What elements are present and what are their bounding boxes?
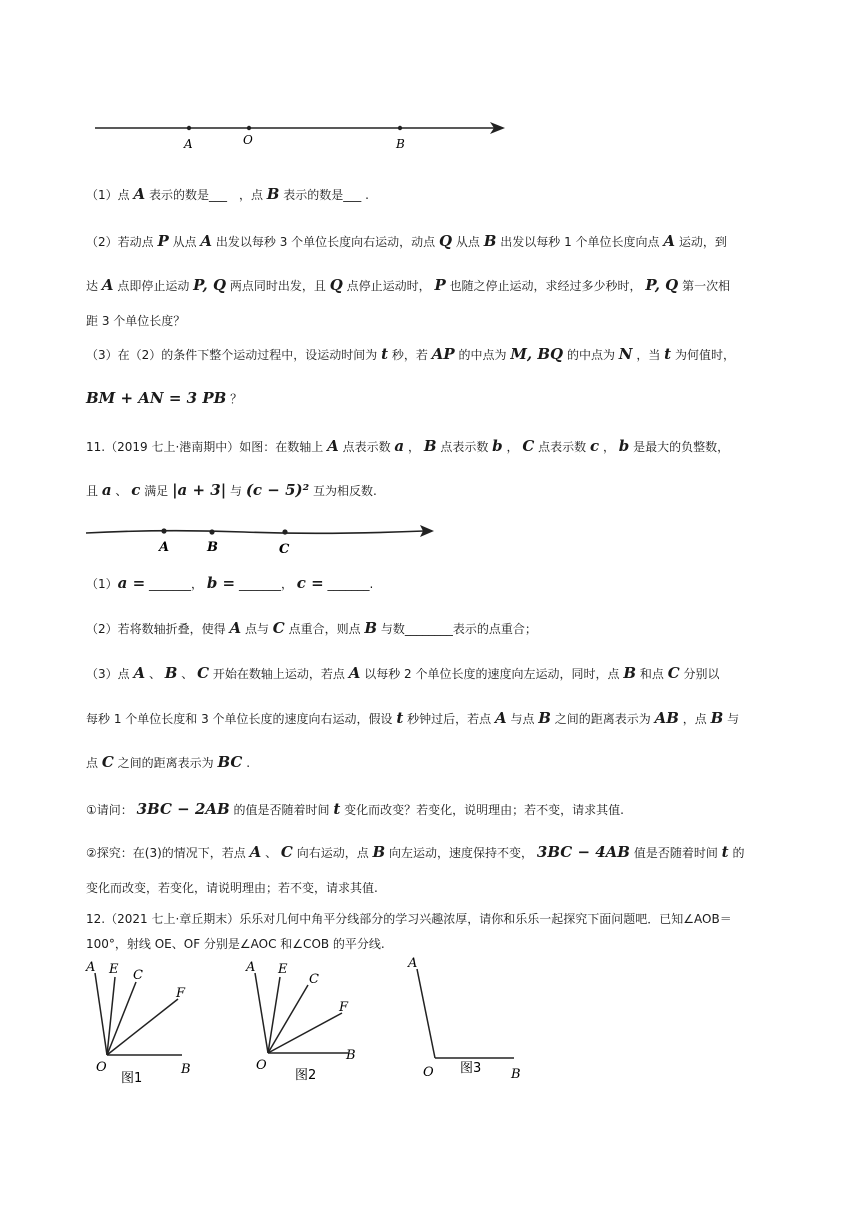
q10-part2-line1: （2）若动点 P 从点 A 出发以每秒 3 个单位长度向右运动，动点 Q 从点 B 出发以每秒 1 个单位长度向点 A 运动，到 [86,232,727,250]
svg-text:O: O [256,1058,267,1073]
q12-line2: 100°，射线 OE、OF 分别是∠AOC 和∠COB 的平分线. [86,937,385,951]
q12-line1: 12.（2021 七上·章丘期末）乐乐对几何中角平分线部分的学习兴趣浓厚，请你和乐乐一起探究下面问题吧．已知∠AOB＝ [86,912,732,926]
q11-line1: 11.（2019 七上·港南期中）如图：在数轴上 A 点表示数 a ， B 点表示数 b ， C 点表示数 c ， b 是最大的负整数， [86,437,730,455]
q11-part3-line2: 每秒 1 个单位长度和 3 个单位长度的速度向右运动，假设 t 秒钟过后，若点 A 与点 B 之间的距离表示为 AB ，点 B 与 [86,709,740,727]
q11-part3-line3: 点 C 之间的距离表示为 BC . [86,753,251,771]
q11-part3-line1: （3）点 A 、 B 、 C 开始在数轴上运动，若点 A 以每秒 2 个单位长度的速度向左运动，同时，点 B 和点 C 分别以 [86,664,720,682]
number-line-abc [84,520,444,556]
q11-part2: （2）若将数轴折叠，使得 A 点与 C 点重合，则点 B 与数________表示的点重合； [86,619,537,637]
q11-sub1: ①请问： 3BC − 2AB 的值是否随着时间 t 变化而改变？若变化，说明理由；若不变，请求其值. [86,800,624,818]
number-line-aob [90,118,520,158]
svg-text:F: F [176,986,186,1001]
angle-figures [80,955,550,1085]
q11-part1: （1）a = _______， b = _______， c = _______. [86,574,374,592]
q11-sub2-line2: 变化而改变，若变化，请说明理由；若不变，请求其值. [86,881,378,895]
q10-part2-line2: 达 A 点即停止运动 P, Q 两点同时出发，且 Q 点停止运动时， P 也随之停止运动，求经过多少秒时， P, Q 第一次相 [86,276,731,294]
svg-text:B: B [346,1048,356,1063]
figure-3-caption: 图3 [460,1061,482,1076]
figure-1-caption: 图1 [121,1071,143,1085]
point-b-label: B [396,137,405,151]
point-b-label: B [207,540,218,555]
q11-line2: 且 a 、 c 满足 |a + 3| 与 (c − 5)² 互为相反数. [86,481,377,499]
point-c-label: C [279,542,290,556]
q10-part3-line1: （3）在（2）的条件下整个运动过程中，设运动时间为 t 秒，若 AP 的中点为 M, BQ 的中点为 N ，当 t 为何值时， [86,345,735,363]
svg-text:B: B [181,1062,191,1077]
figure-2-caption: 图2 [295,1068,317,1083]
svg-text:E: E [109,962,119,977]
svg-text:O: O [423,1065,434,1080]
svg-text:A: A [408,956,418,971]
q11-sub2-line1: ②探究：在(3)的情况下，若点 A 、 C 向右运动，点 B 向左运动，速度保持不变， 3BC − 4AB 值是否随着时间 t 的 [86,843,745,861]
svg-text:B: B [511,1067,521,1082]
figure-1 [85,960,191,1085]
svg-text:O: O [96,1060,107,1075]
figure-3 [407,956,521,1082]
q10-part2-line3: 距 3 个单位长度？ [86,314,186,328]
svg-text:A: A [246,960,256,975]
svg-text:C: C [309,972,319,987]
q10-part3-line2: BM + AN = 3 PB ？ [86,389,243,407]
figure-2 [245,960,356,1083]
svg-text:A: A [86,960,96,975]
point-a-label: A [184,137,193,151]
svg-text:C: C [133,968,143,983]
svg-text:E: E [278,962,288,977]
point-o-label: O [243,133,253,147]
q10-part1: （1）点 A 表示的数是___ ，点 B 表示的数是___ . [86,185,369,203]
point-a-label: A [159,540,170,555]
svg-text:F: F [339,1000,349,1015]
